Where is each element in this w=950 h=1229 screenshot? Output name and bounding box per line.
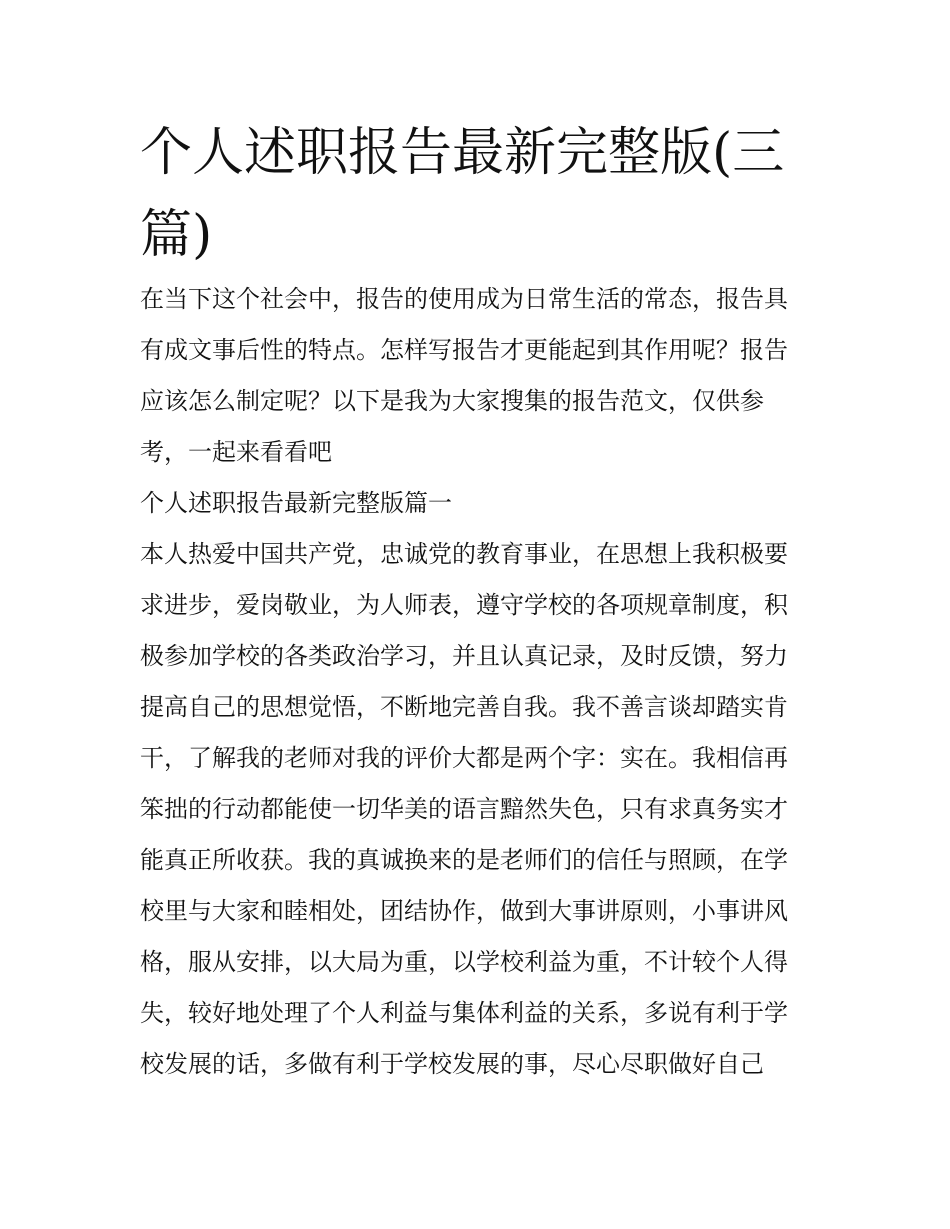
title-line: 篇) (140, 205, 213, 265)
intro-line: 考，一起来看看吧 (140, 438, 332, 466)
section-heading: 个人述职报告最新完整版篇一 (140, 489, 452, 517)
section-line: 求进步，爱岗敬业，为人师表，遵守学校的各项规章制度，积 (140, 591, 788, 619)
intro-line: 应该怎么制定呢？以下是我为大家搜集的报告范文，仅供参 (140, 387, 764, 415)
section-line: 能真正所收获。我的真诚换来的是老师们的信任与照顾，在学 (140, 846, 788, 874)
section-line: 极参加学校的各类政治学习，并且认真记录，及时反馈，努力 (140, 642, 788, 670)
document-title (140, 112, 840, 276)
section-line: 干，了解我的老师对我的评价大都是两个字：实在。我相信再 (140, 744, 788, 772)
section-line: 提高自己的思想觉悟，不断地完善自我。我不善言谈却踏实肯 (140, 693, 788, 721)
section-line: 校里与大家和睦相处，团结协作，做到大事讲原则，小事讲风 (140, 897, 788, 925)
section-line: 本人热爱中国共产党，忠诚党的教育事业，在思想上我积极要 (140, 540, 788, 568)
document-body (140, 274, 820, 1090)
title-line: 个人述职报告最新完整版(三 (140, 123, 785, 183)
intro-line: 在当下这个社会中，报告的使用成为日常生活的常态，报告具 (140, 285, 788, 313)
intro-line: 有成文事后性的特点。怎样写报告才更能起到其作用呢？报告 (140, 336, 788, 364)
section-line: 校发展的话，多做有利于学校发展的事，尽心尽职做好自己 (140, 1050, 764, 1078)
section-line: 失，较好地处理了个人利益与集体利益的关系，多说有利于学 (140, 999, 788, 1027)
section-line: 笨拙的行动都能使一切华美的语言黯然失色，只有求真务实才 (140, 795, 788, 823)
section-line: 格，服从安排，以大局为重，以学校利益为重，不计较个人得 (140, 948, 788, 976)
